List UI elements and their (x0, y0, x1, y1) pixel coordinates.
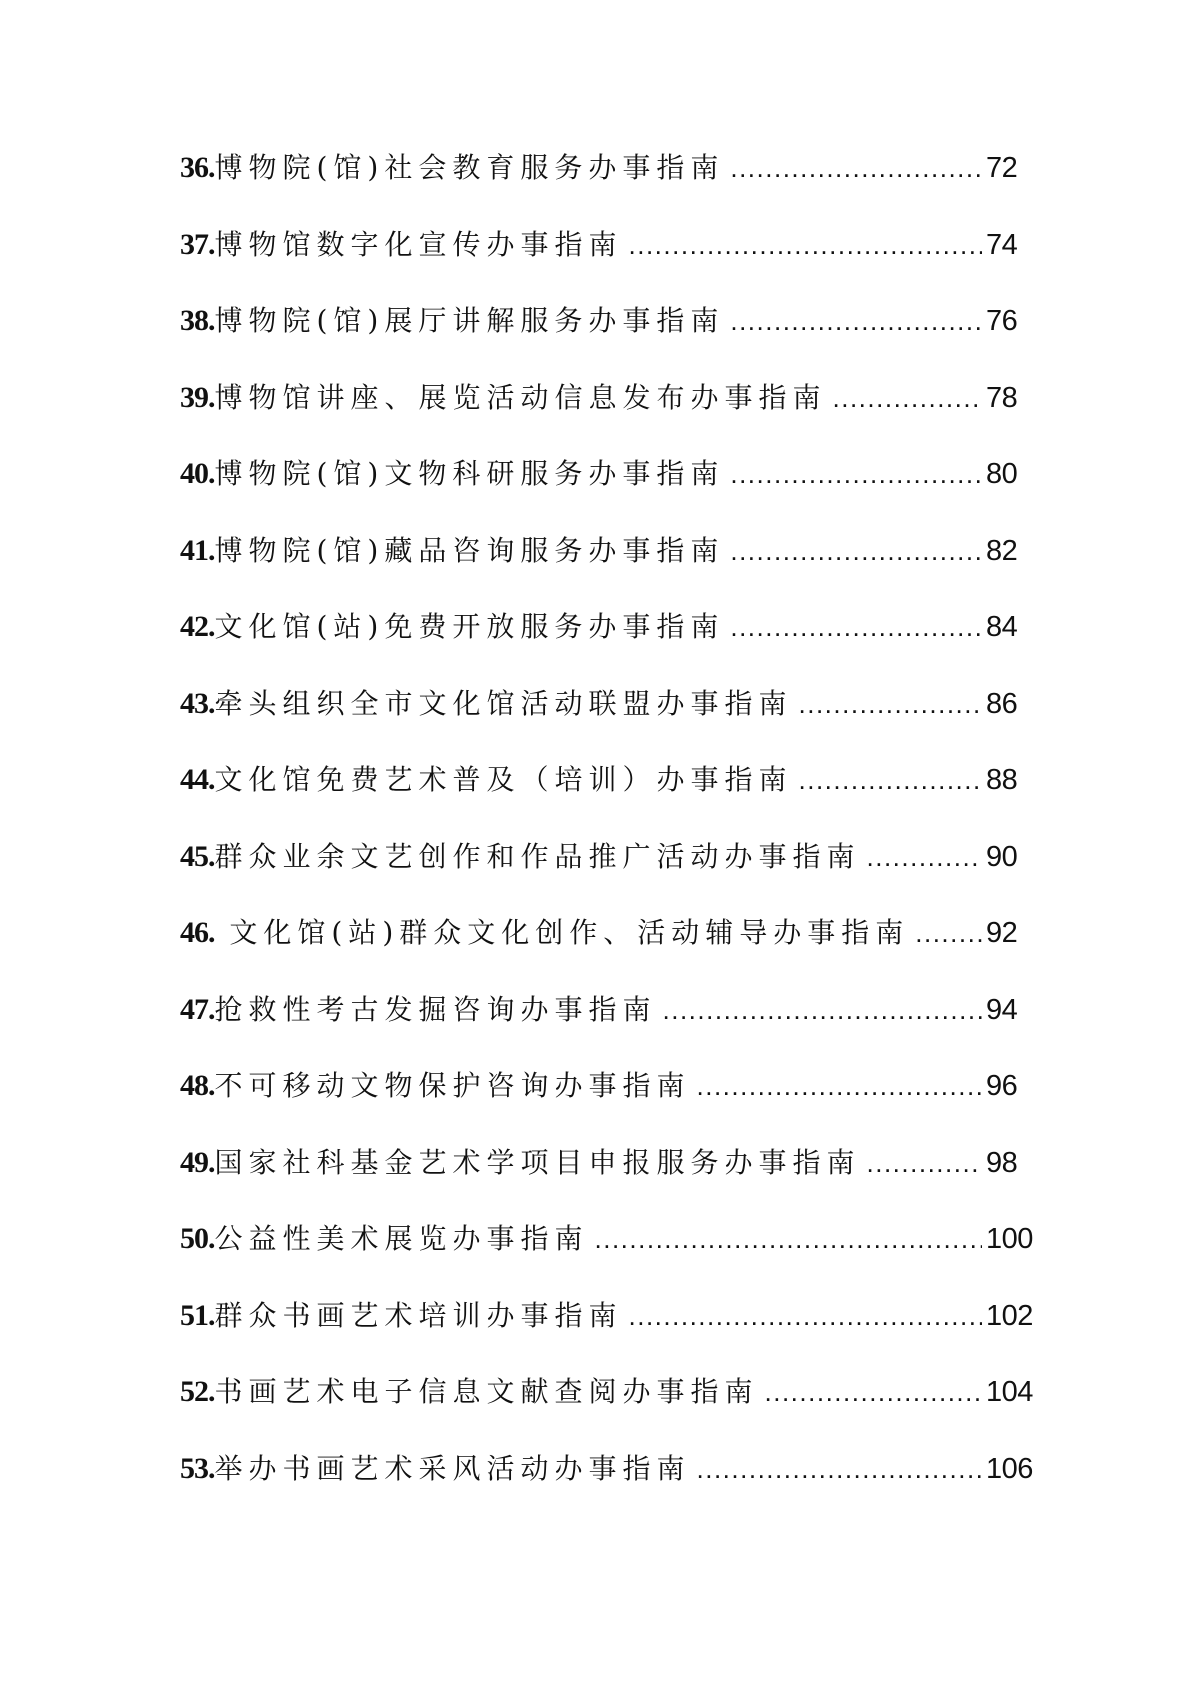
toc-entry-title: 公益性美术展览办事指南 (214, 1222, 589, 1255)
toc-dot-leader (629, 217, 982, 273)
toc-entry[interactable] (180, 829, 1016, 906)
toc-dot-leader (730, 523, 982, 579)
toc-entry-page: 76 (986, 305, 1018, 337)
toc-entry-number: 39. (180, 380, 215, 414)
toc-entry-number: 50. (180, 1222, 215, 1255)
toc-dot-leader (799, 676, 982, 732)
toc-entry-page: 94 (986, 993, 1018, 1026)
toc-entry-number: 44. (180, 763, 215, 796)
toc-entry[interactable] (180, 523, 1016, 600)
toc-entry-number: 42. (180, 610, 215, 643)
toc-dot-leader (629, 1288, 982, 1344)
toc-entry[interactable] (180, 446, 1016, 523)
toc-entry-number: 53. (180, 1451, 215, 1485)
toc-entry[interactable] (180, 1288, 1033, 1365)
toc-entry-page: 104 (986, 1376, 1033, 1408)
toc-entry-page: 72 (986, 152, 1018, 184)
toc-entry-page: 100 (986, 1223, 1033, 1255)
toc-entry-number: 49. (180, 1145, 215, 1179)
toc-entry-title: 举办书画艺术采风活动办事指南 (214, 1451, 691, 1485)
toc-entry-title: 群众书画艺术培训办事指南 (214, 1298, 623, 1332)
toc-entry-title: 书画艺术电子信息文献查阅办事指南 (214, 1375, 759, 1408)
toc-entry-title: 群众业余文艺创作和作品推广活动办事指南 (214, 839, 861, 873)
toc-entry[interactable] (180, 599, 1016, 676)
toc-entry-number: 36. (180, 151, 215, 184)
toc-entry-page: 88 (986, 764, 1018, 796)
toc-entry-number: 41. (180, 533, 215, 567)
toc-dot-leader (697, 1058, 982, 1114)
toc-entry-page: 82 (986, 534, 1018, 567)
toc-dot-leader (799, 752, 982, 808)
toc-dot-leader (730, 293, 982, 349)
toc-entry-title: 不可移动文物保护咨询办事指南 (214, 1069, 691, 1102)
toc-dot-leader (697, 1441, 982, 1497)
toc-dot-leader (663, 982, 982, 1038)
toc-entry-title: 博物院(馆)社会教育服务办事指南 (214, 151, 725, 184)
toc-entry-page: 98 (986, 1146, 1018, 1179)
toc-entry-title: 文化馆(站)群众文化创作、活动辅导办事指南 (214, 916, 910, 949)
toc-dot-leader (730, 140, 982, 196)
toc-entry-page: 84 (986, 611, 1018, 643)
toc-entry[interactable] (180, 752, 1016, 829)
toc-dot-leader (833, 370, 982, 426)
toc-entry-title: 博物院(馆)展厅讲解服务办事指南 (214, 304, 725, 337)
toc-entry-number: 45. (180, 839, 215, 873)
toc-entry-title: 博物院(馆)文物科研服务办事指南 (214, 457, 725, 490)
toc-entry-page: 102 (986, 1299, 1033, 1332)
toc-entry[interactable] (180, 982, 1016, 1059)
toc-entry-title: 文化馆免费艺术普及（培训）办事指南 (214, 763, 793, 796)
toc-entry-title: 博物馆数字化宣传办事指南 (214, 227, 623, 261)
toc-entry-title: 博物院(馆)藏品咨询服务办事指南 (214, 533, 725, 567)
toc-entry-number: 51. (180, 1298, 215, 1332)
toc-entry[interactable] (180, 140, 1016, 217)
toc-dot-leader (915, 905, 982, 961)
toc-entry-page: 96 (986, 1070, 1018, 1102)
toc-entry[interactable] (180, 1441, 1033, 1518)
toc-dot-leader (867, 829, 982, 885)
toc-entry-page: 92 (986, 917, 1018, 949)
toc-entry-title: 文化馆(站)免费开放服务办事指南 (214, 610, 725, 643)
toc-dot-leader (730, 446, 982, 502)
toc-entry-number: 46. (180, 916, 215, 949)
toc-entry-title: 博物馆讲座、展览活动信息发布办事指南 (214, 380, 827, 414)
toc-entry-page: 78 (986, 381, 1018, 414)
toc-entry-page: 74 (986, 228, 1018, 261)
toc-entry-number: 47. (180, 992, 215, 1026)
toc-entry[interactable] (180, 1211, 1033, 1288)
toc-entry-page: 80 (986, 458, 1018, 490)
toc-entry-page: 106 (986, 1452, 1033, 1485)
toc-entry[interactable] (180, 1058, 1016, 1135)
toc-entry-title: 国家社科基金艺术学项目申报服务办事指南 (214, 1145, 861, 1179)
toc-entry-number: 38. (180, 304, 215, 337)
toc-dot-leader (595, 1211, 982, 1267)
toc-entry-number: 52. (180, 1375, 215, 1408)
toc-entry-page: 90 (986, 840, 1018, 873)
toc-entry[interactable] (180, 293, 1016, 370)
toc-entry[interactable] (180, 1135, 1016, 1212)
toc-dot-leader (765, 1364, 982, 1420)
toc-dot-leader (867, 1135, 982, 1191)
toc-entry-number: 48. (180, 1069, 215, 1102)
table-of-contents (180, 140, 1033, 1517)
toc-entry[interactable] (180, 217, 1016, 294)
toc-entry-title: 抢救性考古发掘咨询办事指南 (214, 992, 657, 1026)
toc-entry-number: 37. (180, 227, 215, 261)
toc-entry[interactable] (180, 905, 1016, 982)
toc-entry-number: 43. (180, 686, 215, 720)
toc-dot-leader (730, 599, 982, 655)
toc-entry[interactable] (180, 370, 1016, 447)
toc-entry-page: 86 (986, 687, 1018, 720)
toc-entry[interactable] (180, 676, 1016, 753)
toc-entry[interactable] (180, 1364, 1033, 1441)
toc-entry-number: 40. (180, 457, 215, 490)
toc-entry-title: 牵头组织全市文化馆活动联盟办事指南 (214, 686, 793, 720)
